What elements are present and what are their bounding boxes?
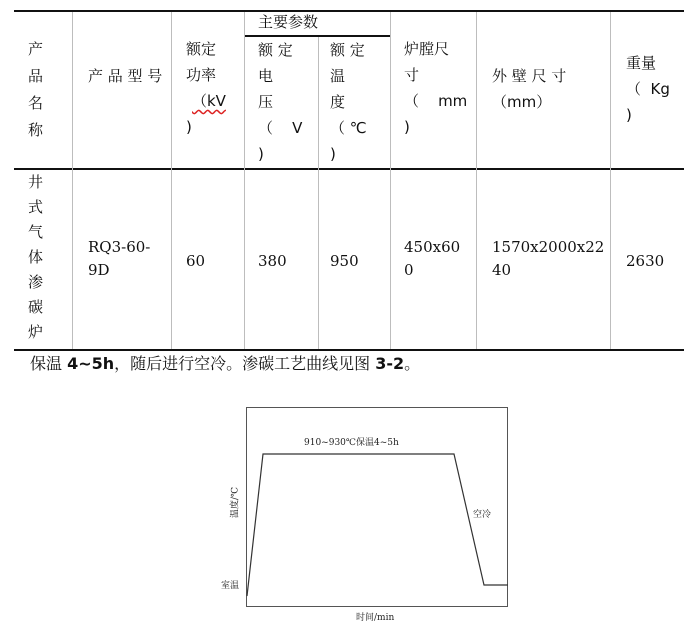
header-chamber-line: ) <box>404 118 410 136</box>
cell-product-name-char: 体 <box>28 248 44 266</box>
header-weight-line: 重量 <box>626 54 657 72</box>
header-product-name-char: 称 <box>28 121 44 139</box>
header-model <box>88 63 163 89</box>
header-power-line: 额定 <box>186 40 217 58</box>
paragraph-text: 。 <box>404 354 421 373</box>
col-divider <box>171 12 172 349</box>
cell-chamber-line: 0 <box>404 261 414 279</box>
header-power <box>186 36 226 140</box>
header-weight <box>626 50 670 128</box>
y-axis-label: 温度/℃ <box>230 486 241 519</box>
header-outer-line: 外 壁 尺 寸 <box>492 67 567 85</box>
header-voltage-line: （ V <box>258 119 303 137</box>
cell-product-name <box>28 170 43 345</box>
col-divider <box>476 12 477 349</box>
header-voltage <box>258 37 302 167</box>
header-temperature-line: ) <box>330 145 336 163</box>
start-label: 室温 <box>221 581 240 591</box>
cell-temperature: 950 <box>330 252 359 270</box>
cell-weight: 2630 <box>626 252 665 270</box>
header-voltage-line: 电 <box>258 67 274 85</box>
cell-product-name-char: 井 <box>28 173 44 191</box>
header-temperature-line: （ ℃ <box>330 119 367 137</box>
table-top-border <box>14 10 684 12</box>
cell-outer-line: 1570x2000x22 <box>492 238 605 256</box>
col-divider <box>72 12 73 349</box>
cell-product-name-char: 式 <box>28 198 44 216</box>
table-bottom-border <box>14 349 684 351</box>
header-voltage-line: 额 定 <box>258 41 293 59</box>
cool-label: 空冷 <box>473 510 492 520</box>
header-temperature <box>330 37 367 167</box>
body-paragraph <box>30 352 420 376</box>
col-divider <box>610 12 611 349</box>
cell-product-name-char: 碳 <box>28 298 44 316</box>
header-voltage-line: 压 <box>258 93 274 111</box>
header-chamber-line: （ mm <box>404 92 468 110</box>
header-voltage-line: ) <box>258 145 264 163</box>
cell-model <box>88 236 150 282</box>
process-parameters-table <box>14 10 684 351</box>
header-temperature-line: 温 <box>330 67 346 85</box>
cell-product-name-char: 气 <box>28 223 44 241</box>
header-weight-line: （ Kg <box>626 80 670 98</box>
col-divider <box>390 12 391 349</box>
cell-outer-line: 40 <box>492 261 512 279</box>
header-model-label: 产 品 型 号 <box>88 67 163 85</box>
paragraph-text: ，随后进行空冷。渗碳工艺曲线见图 <box>114 354 376 373</box>
header-chamber-line: 炉膛尺 <box>404 40 450 58</box>
carburizing-process-curve-figure <box>218 404 518 626</box>
plateau-label: 910~930℃保温4~5h <box>304 438 399 448</box>
header-power-line: 功率 <box>186 66 217 84</box>
header-outer-line: （mm） <box>492 93 552 111</box>
header-outer-size <box>492 63 566 115</box>
header-temperature-line: 额 定 <box>330 41 365 59</box>
temperature-curve-line <box>247 454 508 596</box>
paragraph-text: 保温 <box>30 354 68 373</box>
table-header-border <box>14 168 684 170</box>
header-product-name-char: 产 <box>28 40 44 58</box>
x-axis-label: 时间/min <box>356 613 395 623</box>
cell-power: 60 <box>186 252 206 270</box>
header-power-unit-text: （kV <box>192 92 226 110</box>
paragraph-figure-ref: 3-2 <box>375 354 405 373</box>
cell-voltage: 380 <box>258 252 287 270</box>
cell-product-name-char: 渗 <box>28 273 44 291</box>
header-chamber-line: 寸 <box>404 66 420 84</box>
header-chamber-size <box>404 36 467 140</box>
header-power-line: ) <box>186 118 192 136</box>
cell-chamber-line: 450x60 <box>404 238 461 256</box>
col-divider <box>318 37 319 349</box>
header-product-name <box>28 36 43 144</box>
cell-product-name-char: 炉 <box>28 323 44 341</box>
paragraph-duration: 4~5h <box>67 354 115 373</box>
header-temperature-line: 度 <box>330 93 346 111</box>
header-product-name-char: 名 <box>28 94 44 112</box>
cell-model-line: 9D <box>88 261 110 279</box>
col-divider <box>244 12 245 349</box>
cell-chamber-size <box>404 236 460 282</box>
cell-outer-size <box>492 236 604 282</box>
header-power-unit <box>186 88 226 114</box>
header-weight-line: ) <box>626 106 632 124</box>
header-product-name-char: 品 <box>28 67 44 85</box>
cell-model-line: RQ3-60- <box>88 238 151 256</box>
header-main-params-label: 主要参数 <box>258 13 319 31</box>
header-main-params <box>258 9 318 35</box>
